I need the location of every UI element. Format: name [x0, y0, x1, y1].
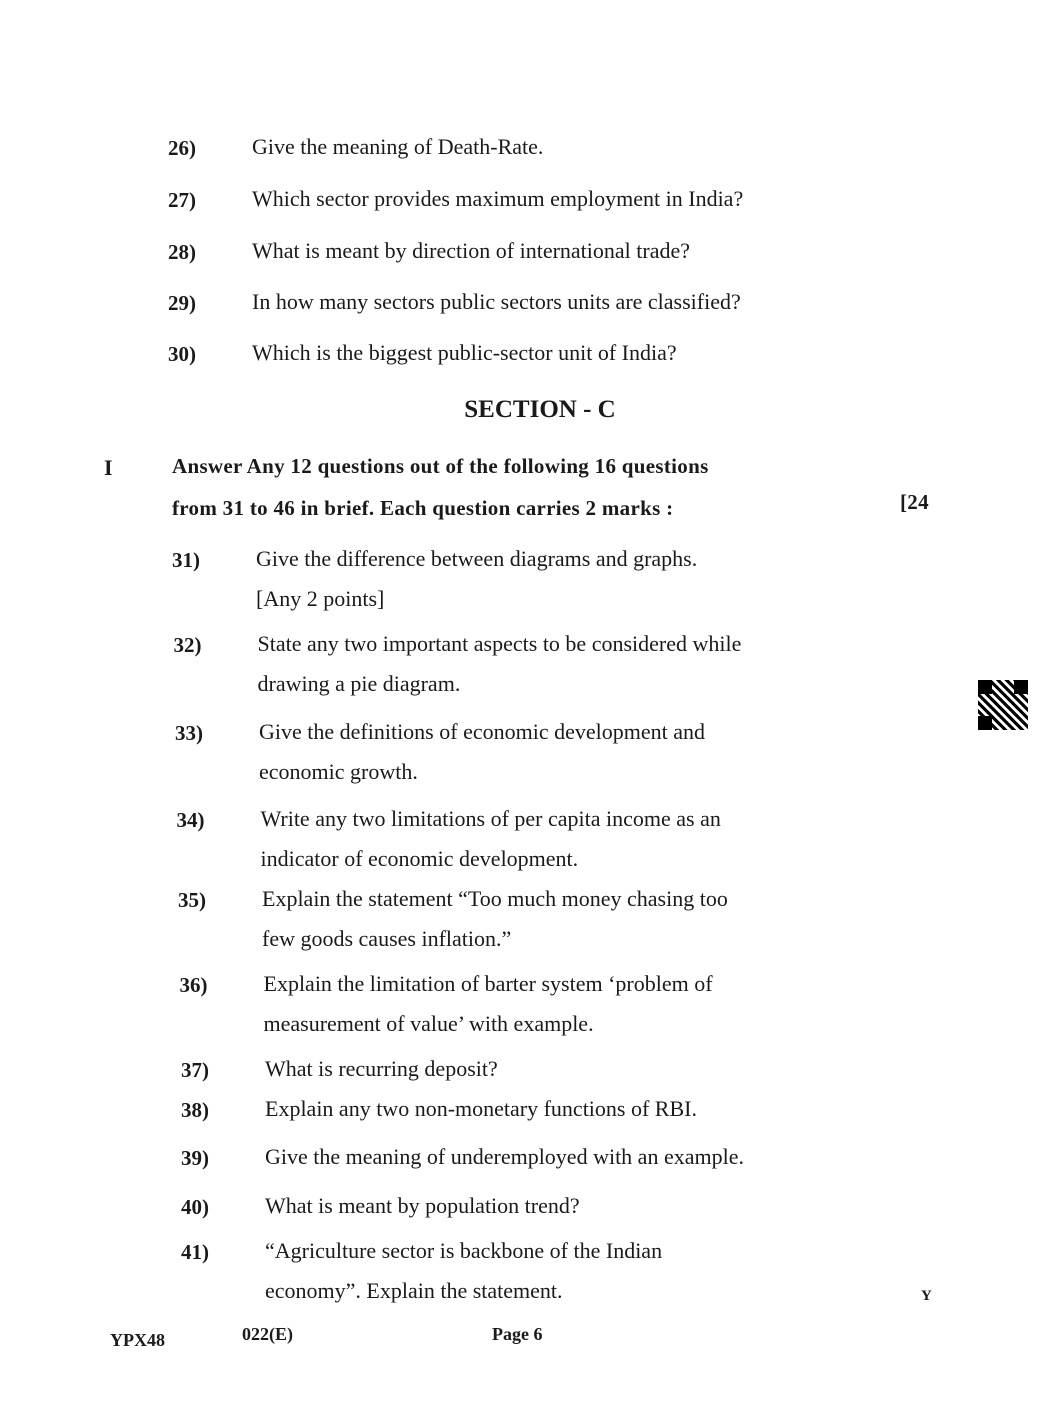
- question-number: 32): [173, 633, 202, 657]
- question-text: drawing a pie diagram.: [257, 671, 461, 696]
- footer-page: Page 6: [492, 1324, 543, 1344]
- question-text: What is meant by direction of international trade?: [252, 238, 691, 263]
- question-number: 31): [172, 548, 200, 572]
- question-number: 29): [168, 291, 196, 315]
- question-text: Which sector provides maximum employment in India?: [252, 186, 744, 211]
- question-text: State any two important aspects to be considered while: [257, 631, 742, 656]
- question-number: 28): [168, 240, 196, 264]
- question-text: economic growth.: [259, 759, 418, 784]
- question-text: Give the meaning of Death-Rate.: [252, 134, 544, 159]
- question-text: Give the definitions of economic development and: [259, 719, 705, 744]
- question-number: 38): [181, 1098, 209, 1122]
- section-title: SECTION - C: [464, 396, 616, 423]
- question-text: Explain the statement “Too much money chasing too: [262, 886, 728, 911]
- corner-mark: Y: [921, 1288, 932, 1304]
- question-number: 26): [168, 136, 196, 160]
- question-text: indicator of economic development.: [260, 846, 579, 871]
- question-text: What is meant by population trend?: [265, 1193, 580, 1218]
- question-text: Explain the limitation of barter system ‘problem of: [263, 971, 713, 996]
- footer-subject: 022(E): [242, 1324, 293, 1344]
- question-number: 34): [176, 808, 205, 832]
- question-text: Write any two limitations of per capita income as an: [260, 806, 721, 831]
- question-text: economy”. Explain the statement.: [265, 1278, 563, 1303]
- question-number: 35): [178, 888, 206, 912]
- section-marks: [24: [900, 490, 929, 514]
- question-text: few goods causes inflation.”: [262, 926, 512, 951]
- instruction-line-2: from 31 to 46 in brief. Each question carries 2 marks :: [172, 496, 674, 520]
- question-text: Give the difference between diagrams and graphs.: [256, 546, 698, 571]
- question-number: 40): [181, 1195, 209, 1219]
- question-number: 30): [168, 342, 196, 366]
- question-number: 36): [179, 973, 208, 997]
- question-text: In how many sectors public sectors units are classified?: [252, 289, 741, 314]
- question-number: 37): [181, 1058, 209, 1082]
- question-number: 39): [181, 1146, 209, 1170]
- qr-code-icon: [978, 680, 1028, 730]
- question-text: [Any 2 points]: [256, 586, 385, 611]
- question-text: Explain any two non-monetary functions of RBI.: [265, 1096, 697, 1121]
- margin-mark: I: [104, 455, 113, 480]
- question-text: measurement of value’ with example.: [263, 1011, 594, 1036]
- question-number: 27): [168, 188, 196, 212]
- question-text: Give the meaning of underemployed with an example.: [265, 1144, 744, 1169]
- question-text: “Agriculture sector is backbone of the Indian: [265, 1238, 663, 1263]
- question-text: What is recurring deposit?: [265, 1056, 498, 1081]
- question-number: 33): [175, 721, 203, 745]
- question-number: 41): [181, 1240, 209, 1264]
- question-text: Which is the biggest public-sector unit of India?: [252, 340, 677, 365]
- footer-code: YPX48: [110, 1330, 165, 1350]
- instruction-line-1: Answer Any 12 questions out of the following 16 questions: [172, 454, 709, 478]
